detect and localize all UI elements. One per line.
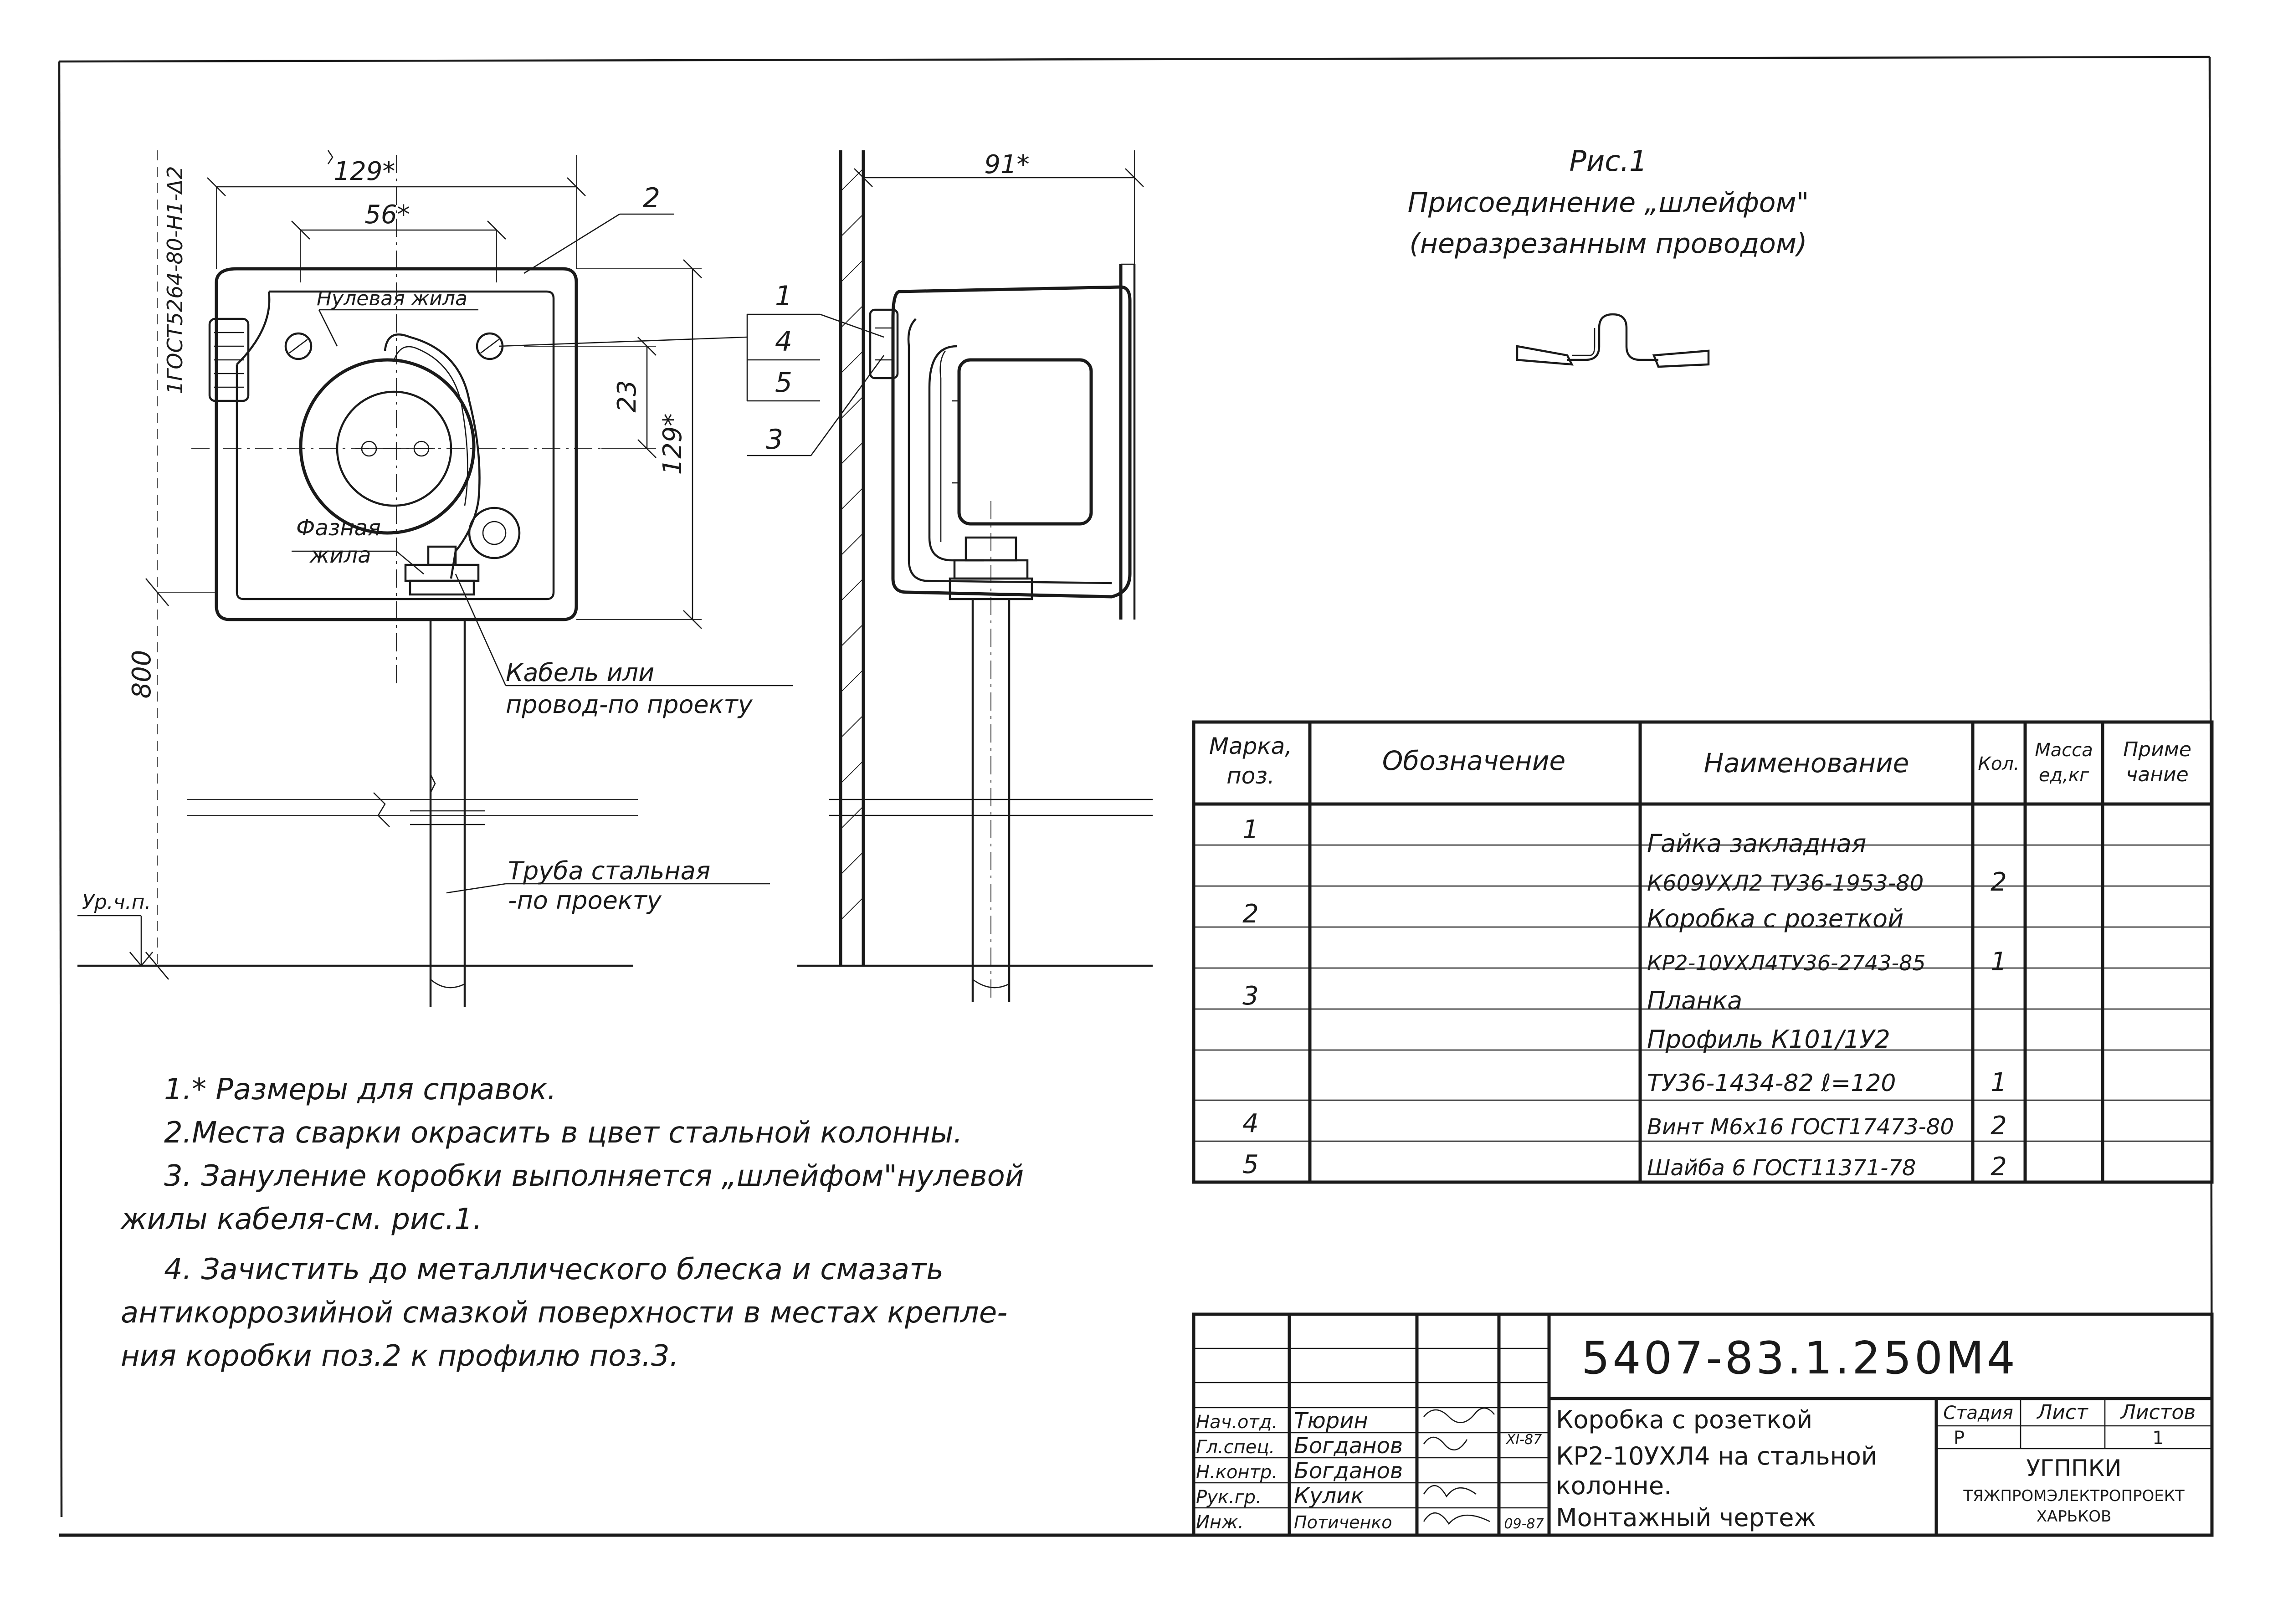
drawing-title-2: КР2-10УХЛ4 на стальной: [1556, 1442, 1878, 1470]
figure-subtitle-1: Присоединение „шлейфом": [1407, 187, 1809, 219]
ground-terminal: [469, 508, 519, 558]
header-mass-1: Масса: [2035, 740, 2093, 761]
sheets-label: Листов: [2120, 1401, 2196, 1424]
front-view-labels: [82, 157, 753, 915]
row-5-pos: 3: [1242, 981, 1259, 1011]
note-2: 2.Места сварки окрасить в цвет стальной колонны.: [164, 1116, 963, 1150]
signature-name-3: Богданов: [1294, 1458, 1403, 1484]
figure-subtitle-2: (неразрезанным проводом): [1409, 228, 1807, 260]
drawing-title-4: Монтажный чертеж: [1556, 1503, 1816, 1532]
sheet-label: Лист: [2037, 1401, 2088, 1424]
note-3: 3. Зануление коробки выполняется „шлейфом"нулевой: [164, 1159, 1024, 1193]
stage-value: Р: [1953, 1428, 1965, 1449]
row-7-qty: 1: [1991, 1068, 2007, 1097]
drawing-title-1: Коробка с розеткой: [1556, 1405, 1813, 1434]
header-name: Наименование: [1703, 748, 1909, 779]
callout-2: 2: [642, 182, 661, 214]
cable-side: [929, 346, 984, 560]
signature-date-5: 09-87: [1504, 1516, 1544, 1532]
signature-name-5: Потиченко: [1294, 1512, 1392, 1532]
label-cable-2: провод-по проекту: [506, 690, 753, 719]
row-5-name: Планка: [1647, 986, 1743, 1015]
note-4-cont-1: антикоррозийной смазкой поверхности в местах крепле-: [121, 1296, 1008, 1330]
figure-title: Рис.1: [1569, 144, 1647, 178]
header-note-1: Приме: [2123, 738, 2191, 761]
dim-56: 56*: [364, 200, 410, 230]
signature-marks: [1424, 1408, 1494, 1524]
signature-name-2: Богданов: [1294, 1433, 1403, 1459]
header-mark-2: поз.: [1226, 763, 1275, 789]
organization-1: УГППКИ: [2026, 1455, 2122, 1481]
note-3-cont: жилы кабеля-см. рис.1.: [121, 1203, 482, 1236]
signature-name-1: Тюрин: [1294, 1408, 1368, 1434]
dim-129-top: 129*: [333, 157, 395, 186]
callout-4: 4: [775, 326, 793, 358]
row-9-pos: 5: [1242, 1150, 1259, 1179]
drawing-title-3: колонне.: [1556, 1471, 1672, 1500]
signature-name-4: Кулик: [1294, 1483, 1364, 1509]
organization-2: ТЯЖПРОМЭЛЕКТРОПРОЕКТ: [1963, 1487, 2185, 1505]
label-phase-wire-1: Фазная: [296, 515, 381, 541]
socket-outer: [301, 360, 474, 533]
callout-5: 5: [775, 367, 793, 399]
label-pipe-1: Труба стальная: [508, 856, 711, 885]
label-pipe-2: -по проекту: [508, 886, 662, 915]
row-8-qty: 2: [1991, 1111, 2007, 1141]
sheets-value: 1: [2152, 1428, 2164, 1449]
label-floor-level: Ур.ч.п.: [82, 891, 151, 914]
standard-reference: 1ГОСТ5264-80-Н1-Δ2: [163, 166, 187, 394]
row-8-name: Винт М6х16 ГОСТ17473-80: [1647, 1114, 1954, 1140]
document-number: 5407-83.1.250М4: [1581, 1332, 2018, 1384]
loop-connection-sketch: [1517, 314, 1708, 367]
row-7-name: ТУ36-1434-82 ℓ=120: [1647, 1070, 1896, 1097]
socket-side: [959, 360, 1091, 524]
row-4-qty: 1: [1991, 947, 2007, 977]
label-phase-wire-2: жила: [310, 543, 371, 568]
header-designation: Обозначение: [1382, 745, 1566, 776]
organization-3: ХАРЬКОВ: [2036, 1507, 2112, 1526]
row-8-pos: 4: [1242, 1109, 1259, 1138]
label-cable-1: Кабель или: [506, 658, 655, 687]
row-3-pos: 2: [1242, 899, 1259, 929]
signature-role-1: Нач.отд.: [1196, 1412, 1278, 1433]
dim-23: 23: [612, 380, 642, 413]
stage-label: Стадия: [1943, 1403, 2013, 1424]
row-9-qty: 2: [1991, 1152, 2007, 1182]
note-4: 4. Зачистить до металлического блеска и смазать: [164, 1253, 944, 1286]
header-note-2: чание: [2126, 763, 2189, 786]
dim-129-side: 129*: [658, 413, 688, 475]
row-1-name: Гайка закладная: [1647, 829, 1867, 858]
label-neutral-wire: Нулевая жила: [317, 287, 467, 310]
signature-role-3: Н.контр.: [1196, 1462, 1278, 1483]
dim-91: 91*: [984, 150, 1030, 179]
callout-1: 1: [775, 280, 793, 312]
row-4-name: КР2-10УХЛ4ТУ36-2743-85: [1647, 951, 1926, 975]
row-3-name: Коробка с розеткой: [1647, 904, 1904, 933]
row-1-pos: 1: [1242, 815, 1259, 845]
row-2-name: К609УХЛ2 ТУ36-1953-80: [1647, 871, 1924, 896]
header-mark-1: Марка,: [1209, 733, 1293, 759]
title-block: [1196, 1332, 2196, 1533]
signature-role-2: Гл.спец.: [1196, 1437, 1275, 1458]
header-qty: Кол.: [1978, 753, 2020, 774]
note-4-cont-2: ния коробки поз.2 к профилю поз.3.: [121, 1339, 679, 1373]
callout-3: 3: [765, 424, 784, 456]
row-9-name: Шайба 6 ГОСТ11371-78: [1647, 1155, 1916, 1181]
row-2-qty: 2: [1991, 867, 2007, 897]
signature-date-2: XI-87: [1506, 1432, 1542, 1448]
side-view-labels: [766, 150, 1030, 456]
signature-role-4: Рук.гр.: [1196, 1487, 1262, 1508]
note-1: 1.* Размеры для справок.: [164, 1073, 557, 1107]
spec-table: [1209, 733, 2191, 1182]
figure-caption: [1408, 144, 1809, 260]
dim-800: 800: [127, 650, 157, 699]
signature-role-5: Инж.: [1196, 1512, 1244, 1533]
header-mass-2: ед,кг: [2038, 765, 2089, 786]
row-6-name: Профиль К101/1У2: [1647, 1025, 1890, 1054]
